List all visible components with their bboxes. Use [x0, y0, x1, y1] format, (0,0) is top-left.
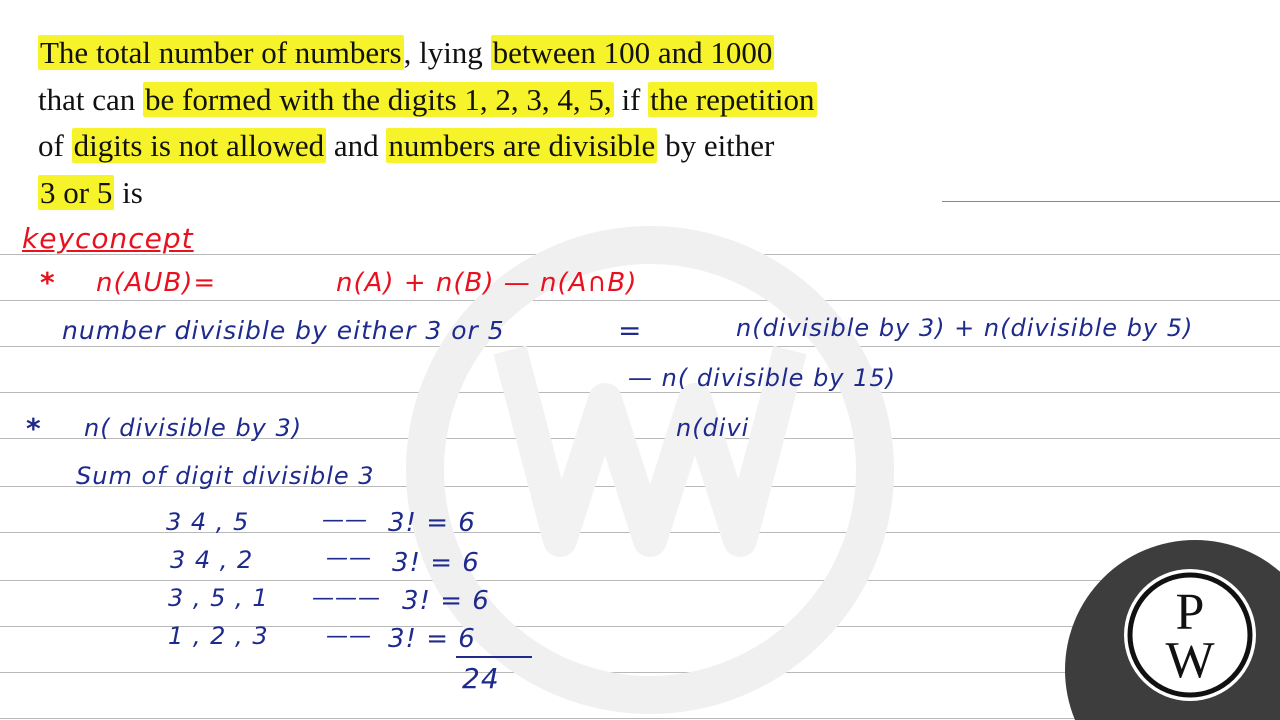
- digits-row: 3 4 , 2: [170, 546, 254, 574]
- question-text-segment: and: [326, 128, 387, 163]
- dash: ———: [312, 586, 381, 611]
- highlighted-text: The total number of numbers: [40, 35, 402, 70]
- highlighted-text: digits is not allowed: [73, 128, 325, 163]
- perm-calc: 3! = 6: [402, 586, 490, 616]
- highlighted-text: between 100 and 1000: [492, 35, 773, 70]
- div3-title: n( divisible by 3): [84, 414, 303, 442]
- question-text-segment: of: [38, 128, 72, 163]
- question-text-segment: that can: [38, 81, 144, 117]
- sum-of-digits-label: Sum of digit divisible 3: [76, 462, 375, 490]
- digits-row: 3 , 5 , 1: [168, 584, 269, 612]
- question-text-segment: if: [613, 81, 649, 117]
- highlighted-text: numbers are divisible: [388, 128, 656, 163]
- question-line: [38, 30, 918, 77]
- question-line: [38, 77, 918, 124]
- star-bullet: *: [26, 412, 42, 445]
- divider-line: [942, 201, 1280, 202]
- equals-sign: =: [618, 314, 643, 347]
- dash: ——: [326, 624, 372, 649]
- question-text: [38, 30, 918, 216]
- question-text-segment: , lying: [403, 35, 491, 70]
- div-partial: n(divi: [676, 414, 750, 442]
- key-concept-heading: keyconcept: [22, 222, 194, 255]
- highlighted-text: be formed with the digits 1, 2, 3, 4, 5,: [145, 81, 612, 117]
- either-label: number divisible by either 3 or 5: [62, 316, 505, 345]
- total: 24: [462, 662, 500, 695]
- perm-calc: 3! = 6: [388, 508, 476, 538]
- either-rhs: n(divisible by 3) + n(divisible by 5): [736, 314, 1194, 342]
- highlighted-text: the repetition: [650, 81, 815, 117]
- digits-row: 1 , 2 , 3: [168, 622, 269, 650]
- formula-rhs: n(A) + n(B) — n(A∩B): [336, 268, 638, 298]
- perm-calc: 3! = 6: [392, 548, 480, 578]
- dash: ——: [326, 546, 372, 571]
- question-line: [38, 123, 918, 170]
- dash: ——: [322, 508, 368, 533]
- question-text-segment: is: [114, 174, 143, 210]
- minus-div15: — n( divisible by 15): [628, 364, 897, 392]
- logo-letter-w: W: [1165, 632, 1215, 689]
- formula-lhs: n(AUB)=: [96, 268, 217, 298]
- question-text-segment: by either: [657, 128, 775, 163]
- logo-letter-p: P: [1175, 584, 1205, 641]
- pw-logo: [1120, 565, 1260, 705]
- perm-calc: 3! = 6: [388, 624, 476, 654]
- digits-row: 3 4 , 5: [166, 508, 250, 536]
- question-line: [38, 170, 918, 217]
- sum-underline: [456, 656, 532, 658]
- star-bullet: *: [40, 266, 56, 299]
- highlighted-text: 3 or 5: [40, 174, 113, 210]
